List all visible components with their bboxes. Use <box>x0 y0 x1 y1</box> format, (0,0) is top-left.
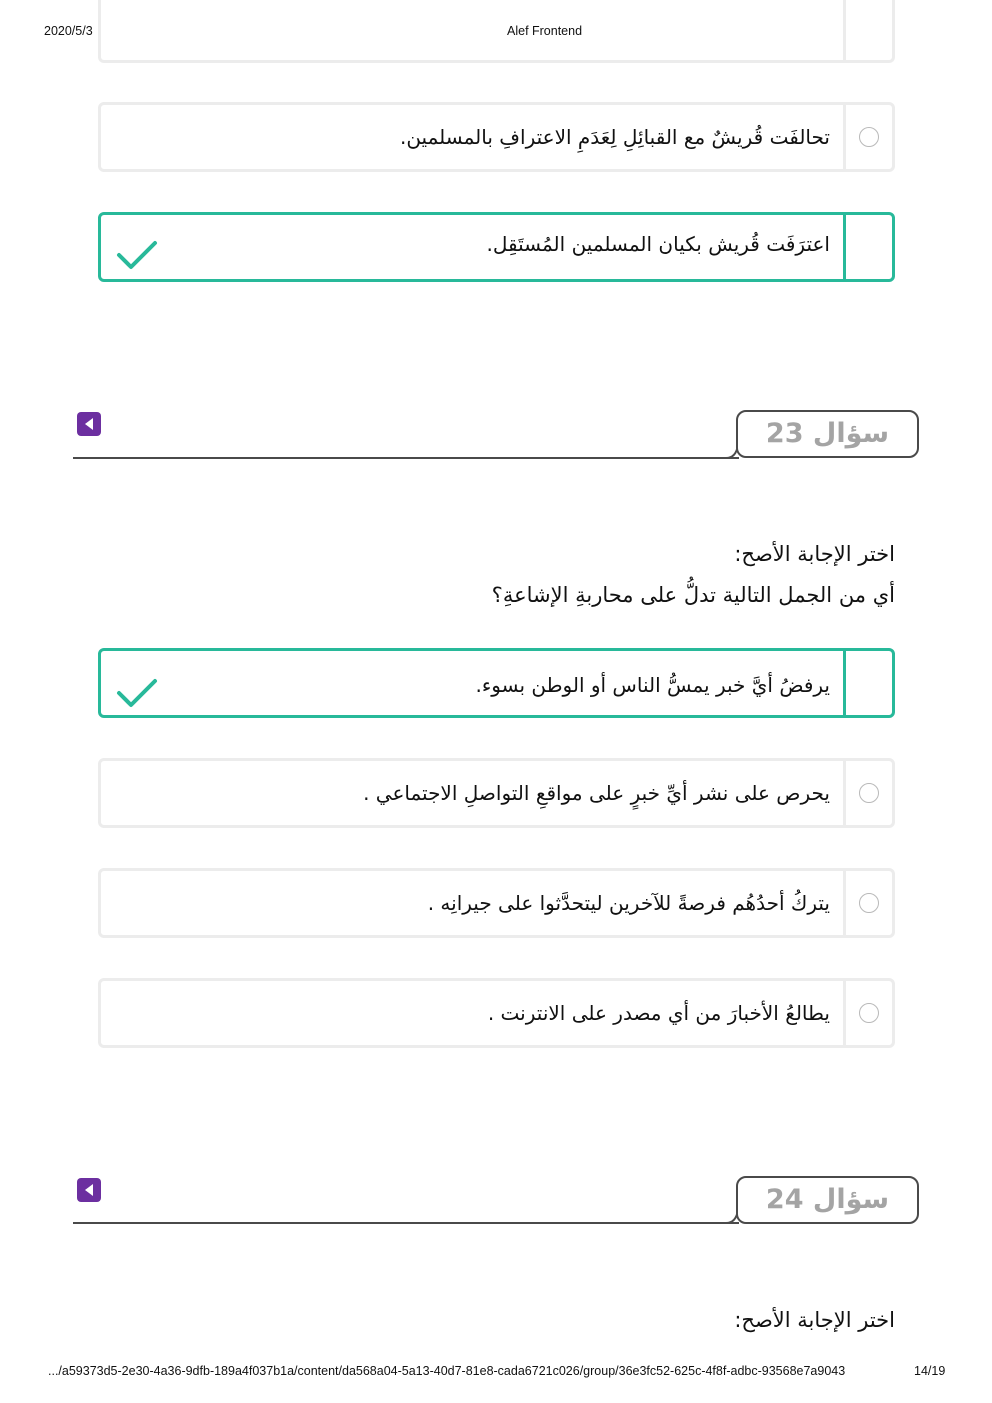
option-text: يرفضُ أيَّ خبر يمسُّ الناس أو الوطن بسوء. <box>475 673 830 697</box>
answer-option[interactable] <box>98 868 895 938</box>
collapse-toggle-button[interactable] <box>77 1178 101 1202</box>
answer-option-correct[interactable] <box>98 648 895 718</box>
question-instruction: اختر الإجابة الأصح: <box>734 542 895 566</box>
question-number: سؤال 23 <box>765 418 890 449</box>
question-instruction: اختر الإجابة الأصح: <box>734 1308 895 1332</box>
page-number: 14/19 <box>914 1364 946 1378</box>
checkmark-icon <box>115 237 159 273</box>
question-divider <box>73 457 739 459</box>
print-date: 2020/5/3 <box>44 24 93 38</box>
option-text: يحرص على نشر أيِّ خبرٍ على مواقعِ التواصلِ الاجتماعي . <box>363 781 830 805</box>
radio-button[interactable] <box>859 1003 879 1023</box>
radio-button[interactable] <box>859 893 879 913</box>
option-selector[interactable] <box>843 651 892 715</box>
question-label-tab <box>736 410 919 458</box>
collapse-toggle-button[interactable] <box>77 412 101 436</box>
radio-button[interactable] <box>859 127 879 147</box>
question-label-tab <box>736 1176 919 1224</box>
option-selector[interactable] <box>843 215 892 279</box>
answer-option-correct[interactable] <box>98 212 895 282</box>
print-title: Alef Frontend <box>507 24 583 38</box>
option-selector[interactable] <box>843 761 892 825</box>
previous-option-fragment <box>98 0 895 63</box>
answer-option[interactable] <box>98 758 895 828</box>
question-divider <box>73 1222 739 1224</box>
option-text: يطالعُ الأخبارَ من أي مصدر على الانترنت . <box>487 1001 830 1025</box>
print-url: .../a59373d5-2e30-4a36-9dfb-189a4f037b1a/content/da568a04-5a13-40d7-81e8-cada6721c026/group/36e3fc52-625c-4f8f-adbc-93568e7a9043 <box>48 1364 846 1378</box>
option-text: اعترَفَت قُريش بكيان المسلمين المُستَقِل. <box>486 232 830 256</box>
question-text: أي من الجمل التالية تدلُّ على محاربةِ الإشاعةِ؟ <box>491 583 895 607</box>
option-text: تحالفَت قُريشٌ مع القبائِلِ لِعَدَمِ الاعترافِ بالمسلمين. <box>399 125 830 149</box>
radio-button[interactable] <box>859 783 879 803</box>
answer-option[interactable] <box>98 978 895 1048</box>
answer-option[interactable] <box>98 102 895 172</box>
option-selector[interactable] <box>843 981 892 1045</box>
option-selector[interactable] <box>843 105 892 169</box>
option-selector[interactable] <box>843 871 892 935</box>
checkmark-icon <box>115 675 159 711</box>
question-number: سؤال 24 <box>765 1184 890 1215</box>
option-text: يتركُ أحدُهُم فرصةً للآخرين ليتحدَّثوا على جيرانِه . <box>427 891 830 915</box>
